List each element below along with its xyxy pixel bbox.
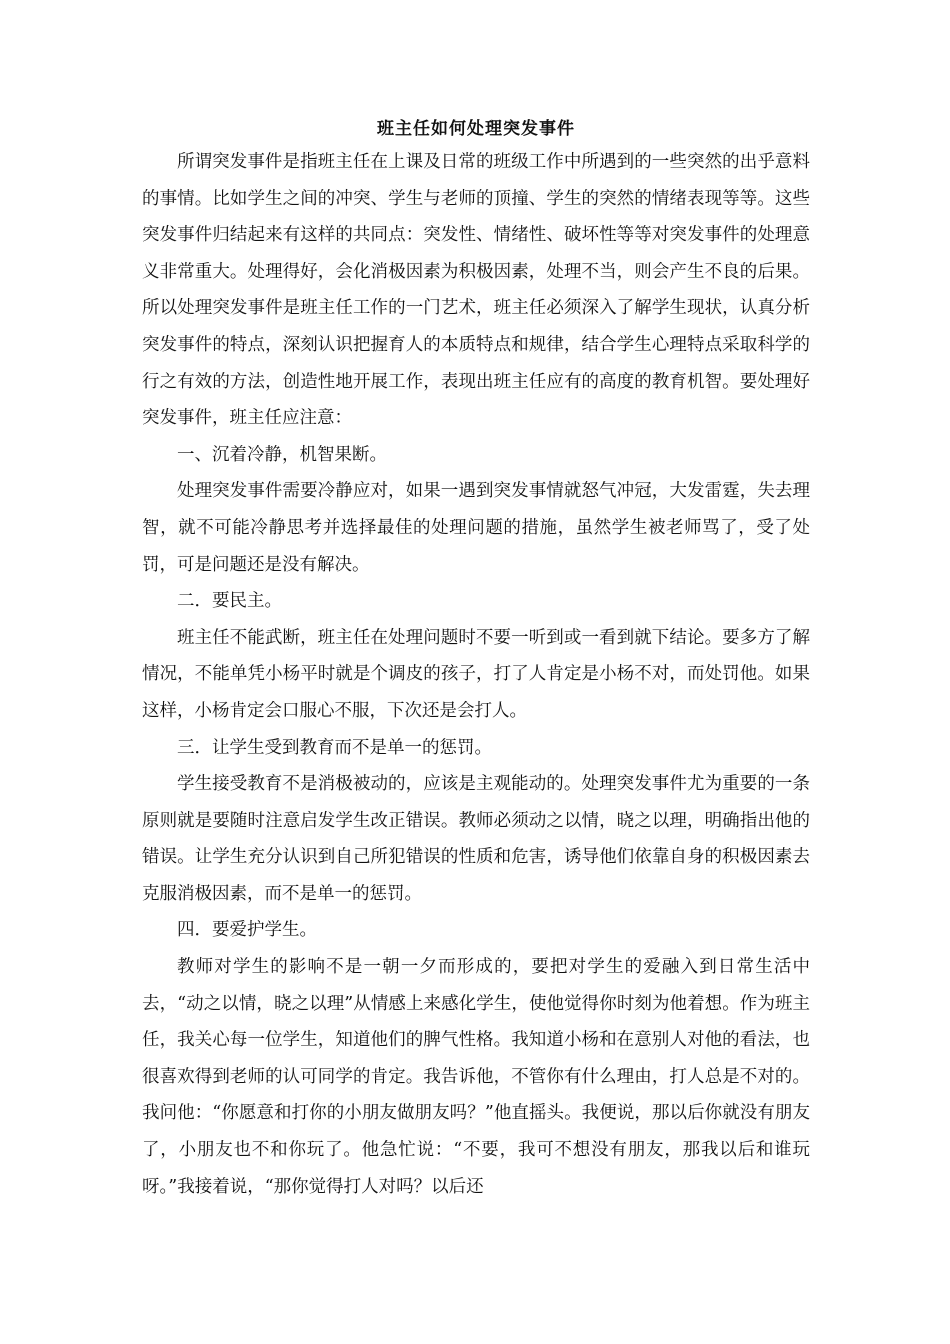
document-page bbox=[142, 118, 810, 1205]
section-heading-4: 四．要爱护学生。 bbox=[177, 920, 317, 941]
section-body-2: 班主任不能武断，班主任在处理问题时不要一听到或一看到就下结论。要多方了解情况，不能单凭小杨平时就是个调皮的孩子，打了人肯定是小杨不对，而处罚他。如果这样，小杨肯定会口服心不服，下次还是会打人。 bbox=[142, 627, 810, 721]
section-body-3: 学生接受教育不是消极被动的，应该是主观能动的。处理突发事件尤为重要的一条原则就是要随时注意启发学生改正错误。教师必须动之以情，晓之以理，明确指出他的错误。让学生充分认识到自己所犯错误的性质和危害，诱导他们依靠自身的积极因素去克服消极因素，而不是单一的惩罚。 bbox=[142, 774, 810, 904]
intro-paragraph: 所谓突发事件是指班主任在上课及日常的班级工作中所遇到的一些突然的出乎意料的事情。比如学生之间的冲突、学生与老师的顶撞、学生的突然的情绪表现等等。这些突发事件归结起来有这样的共同点：突发性、情绪性、破坏性等等对突发事件的处理意义非常重大。处理得好，会化消极因素为积极因素，处理不当，则会产生不良的后果。所以处理突发事件是班主任工作的一门艺术，班主任必须深入了解学生现状，认真分析突发事件的特点，深刻认识把握育人的本质特点和规律，结合学生心理特点采取科学的行之有效的方法，创造性地开展工作，表现出班主任应有的高度的教育机智。要处理好突发事件，班主任应注意： bbox=[142, 152, 810, 429]
section-heading-2: 二．要民主。 bbox=[177, 591, 282, 612]
section-heading-1: 一、沉着冷静，机智果断。 bbox=[177, 444, 387, 465]
section-heading-3: 三．让学生受到教育而不是单一的惩罚。 bbox=[177, 737, 492, 758]
section-body-4: 教师对学生的影响不是一朝一夕而形成的，要把对学生的爱融入到日常生活中去，“动之以情，晓之以理”从情感上来感化学生，使他觉得你时刻为他着想。作为班主任，我关心每一位学生，知道他们的脾气性格。我知道小杨和在意别人对他的看法，也很喜欢得到老师的认可同学的肯定。我告诉他，不管你有什么理由，打人总是不对的。我问他：“你愿意和打你的小朋友做朋友吗？”他直摇头。我便说，那以后你就没有朋友了，小朋友也不和你玩了。他急忙说：“不要，我可不想没有朋友，那我以后和谁玩呀。”我接着说，“那你觉得打人对吗？以后还 bbox=[142, 957, 810, 1197]
document-title: 班主任如何处理突发事件 bbox=[377, 119, 575, 139]
section-body-1: 处理突发事件需要冷静应对，如果一遇到突发事情就怒气冲冠，大发雷霆，失去理智，就不可能冷静思考并选择最佳的处理问题的措施，虽然学生被老师骂了，受了处罚，可是问题还是没有解决。 bbox=[142, 481, 810, 575]
